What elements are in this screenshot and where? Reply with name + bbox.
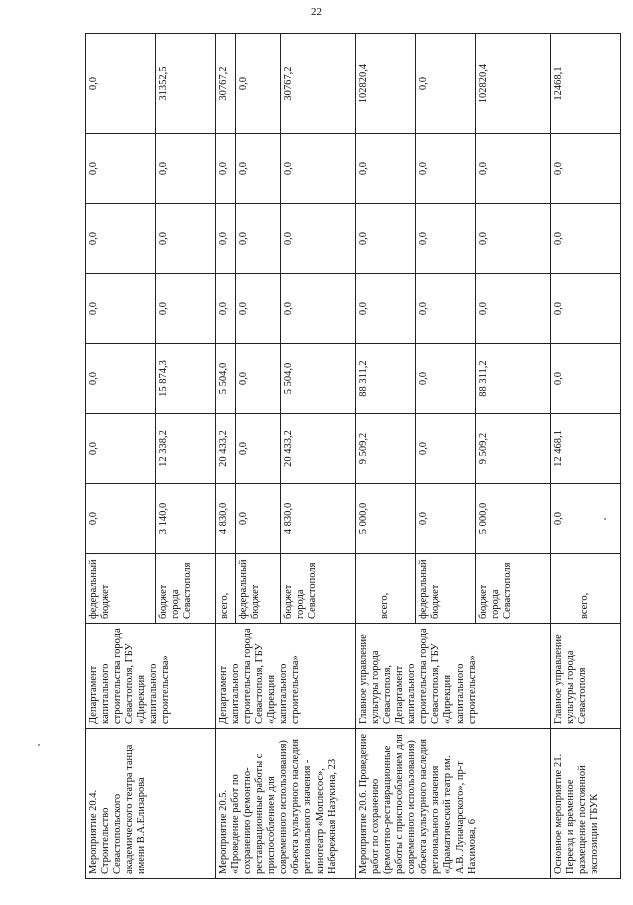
page-number: 22 xyxy=(311,6,322,18)
scan-speck xyxy=(38,744,40,746)
value-cell: 0,0 xyxy=(236,204,281,274)
funding-source-cell: бюджет города Севастополя xyxy=(156,554,216,624)
value-cell: 0,0 xyxy=(156,134,216,204)
value-cell: 0,0 xyxy=(476,274,551,344)
value-cell: 0,0 xyxy=(86,274,156,344)
funding-source-cell: бюджет города Севастополя xyxy=(476,554,551,624)
value-cell: 5 504,0 xyxy=(216,344,236,414)
value-cell: 0,0 xyxy=(416,134,476,204)
scan-speck xyxy=(604,518,606,520)
budget-table xyxy=(85,33,621,879)
value-cell: 0,0 xyxy=(281,274,356,344)
value-cell: 15 874,3 xyxy=(156,344,216,414)
funding-source-cell: федеральный бюджет xyxy=(86,554,156,624)
value-cell: 0,0 xyxy=(281,134,356,204)
value-cell: 4 830,0 xyxy=(216,484,236,554)
funding-source-cell: всего, xyxy=(216,554,236,624)
table-row xyxy=(216,34,236,879)
value-cell: 0,0 xyxy=(476,204,551,274)
value-cell: 0,0 xyxy=(416,414,476,484)
value-cell: 0,0 xyxy=(236,34,281,134)
funding-source-cell: всего, xyxy=(356,554,416,624)
value-cell: 30767,2 xyxy=(281,34,356,134)
activity-cell: Мероприятие 20.6. Проведение работ по сохранению (ремонтно-реставрационные работы с приспособлением для современного использования) объекта культурного наследия регионального значения «Драматический театр им. А.В. Луначарского», пр-т Нахимова, 6 xyxy=(356,729,551,879)
value-cell: 0,0 xyxy=(281,204,356,274)
value-cell: 0,0 xyxy=(476,134,551,204)
value-cell: 20 433,2 xyxy=(281,414,356,484)
table-row xyxy=(356,34,416,879)
value-cell: 0,0 xyxy=(236,344,281,414)
executor-cell: Департамент капитального строительства города Севастополя, ГБУ «Дирекция капитального строительства» xyxy=(86,624,216,729)
value-cell: 20 433,2 xyxy=(216,414,236,484)
value-cell: 0,0 xyxy=(86,414,156,484)
value-cell: 0,0 xyxy=(551,274,621,344)
funding-source-cell: федеральный бюджет xyxy=(236,554,281,624)
value-cell: 0,0 xyxy=(86,344,156,414)
value-cell: 4 830,0 xyxy=(281,484,356,554)
value-cell: 0,0 xyxy=(416,274,476,344)
value-cell: 0,0 xyxy=(416,204,476,274)
value-cell: 30767,2 xyxy=(216,34,236,134)
value-cell: 0,0 xyxy=(356,204,416,274)
value-cell: 0,0 xyxy=(551,484,621,554)
activity-cell: Мероприятие 20.4. Строительство Севастопольского академического театра танца имени В.А.Елизарова xyxy=(86,729,216,879)
value-cell: 9 509,2 xyxy=(356,414,416,484)
funding-source-cell: всего, xyxy=(551,554,621,624)
value-cell: 0,0 xyxy=(356,274,416,344)
value-cell: 0,0 xyxy=(551,134,621,204)
value-cell: 0,0 xyxy=(551,344,621,414)
value-cell: 0,0 xyxy=(236,274,281,344)
value-cell: 31352,5 xyxy=(156,34,216,134)
value-cell: 3 140,0 xyxy=(156,484,216,554)
activity-cell: Основное мероприятие 21. Переезд и временное размещение постоянной экспозиции ГБУК xyxy=(551,729,621,879)
value-cell: 12 338,2 xyxy=(156,414,216,484)
executor-cell: Департамент капитального строительства города Севастополя, ГБУ «Дирекция капитального строительства» xyxy=(216,624,356,729)
value-cell: 102820,4 xyxy=(356,34,416,134)
value-cell: 0,0 xyxy=(551,204,621,274)
value-cell: 9 509,2 xyxy=(476,414,551,484)
rotated-table-container xyxy=(85,34,620,879)
table-row xyxy=(551,34,621,879)
value-cell: 12 468,1 xyxy=(551,414,621,484)
value-cell: 12468,1 xyxy=(551,34,621,134)
value-cell: 0,0 xyxy=(86,134,156,204)
value-cell: 0,0 xyxy=(236,134,281,204)
value-cell: 0,0 xyxy=(356,134,416,204)
funding-source-cell: федеральный бюджет xyxy=(416,554,476,624)
value-cell: 0,0 xyxy=(416,484,476,554)
activity-cell: Мероприятие 20.5. «Проведение работ по сохранению (ремонтно-реставрационные работы с приспособлением для современного использования) объекта культурного наследия регионального значения - кинотеатр «Моплесос», Набережная Назукина, 23 xyxy=(216,729,356,879)
executor-cell: Главное управление культуры города Севастополя xyxy=(551,624,621,729)
value-cell: 5 000,0 xyxy=(476,484,551,554)
value-cell: 0,0 xyxy=(216,204,236,274)
value-cell: 0,0 xyxy=(86,204,156,274)
value-cell: 0,0 xyxy=(416,34,476,134)
value-cell: 0,0 xyxy=(236,414,281,484)
value-cell: 0,0 xyxy=(216,274,236,344)
value-cell: 0,0 xyxy=(86,34,156,134)
value-cell: 5 504,0 xyxy=(281,344,356,414)
value-cell: 0,0 xyxy=(86,484,156,554)
value-cell: 5 000,0 xyxy=(356,484,416,554)
value-cell: 102820,4 xyxy=(476,34,551,134)
value-cell: 0,0 xyxy=(156,204,216,274)
executor-cell: Главное управление культуры города Севастополя, Департамент капитального строительства города Севастополя, ГБУ «Дирекция капитального строительства» xyxy=(356,624,551,729)
table-body xyxy=(86,34,621,879)
funding-source-cell: бюджет города Севастополя xyxy=(281,554,356,624)
value-cell: 0,0 xyxy=(416,344,476,414)
value-cell: 88 311,2 xyxy=(356,344,416,414)
value-cell: 0,0 xyxy=(216,134,236,204)
value-cell: 88 311,2 xyxy=(476,344,551,414)
value-cell: 0,0 xyxy=(156,274,216,344)
table-row xyxy=(86,34,156,879)
value-cell: 0,0 xyxy=(236,484,281,554)
